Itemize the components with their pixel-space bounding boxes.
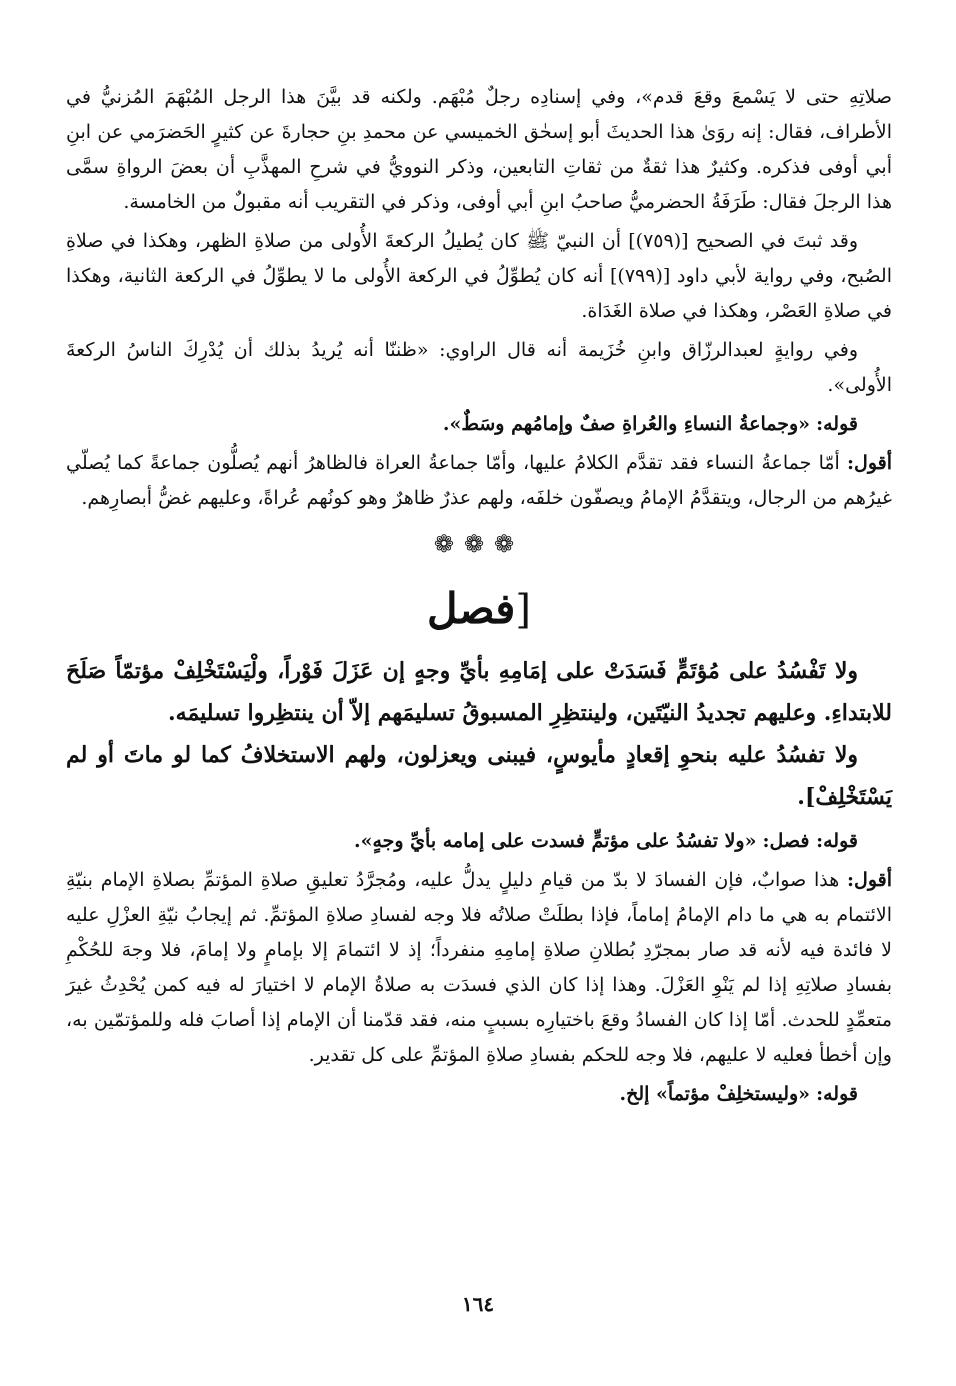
qawluhu-label: قوله: bbox=[816, 413, 858, 435]
qawluhu-line bbox=[66, 1077, 892, 1112]
qawluhu-quote: «وليستخلِفْ مؤتماً» إلخ. bbox=[619, 1083, 811, 1105]
page-body bbox=[66, 80, 892, 1116]
ornament-divider: ❁❁❁ bbox=[433, 530, 525, 558]
heading-bracket: [ bbox=[515, 587, 531, 633]
body-paragraph: وفي روايةٍ لعبدالرزّاق وابنِ خُزَيمة أنه قال الراوي: «ظننّا أنه يُريدُ بذلك أن يُدْرِكَ الناسُ الركعةَ الأُولى». bbox=[66, 339, 892, 396]
aqul-paragraph bbox=[66, 446, 892, 516]
body-paragraph: صلاتِهِ حتى لا يَسْمعَ وقعَ قدم»، وفي إسنادِه رجلٌ مُبْهَم. ولكنه قد بيَّنَ هذا الرجل المُبْهَمَ المُزنيُّ في الأطراف، فقال: إنه روَىٰ هذا الحديثَ أبو إسحٰق الخميسي عن محمدِ بنِ حجارةَ عن كثيرٍ الحَضرَمي عن ابنِ أبي أوفى فذكره. وكثيرٌ هذا ثقةٌ من ثقاتِ التابعين، وذكر النوويُّ في شرحِ المهذَّبِ أن بعضَ الرواةِ سمَّى هذا الرجلَ فقال: طَرَفَةُ الحضرميُّ صاحبُ ابنِ أبي أوفى، وذكر في التقريب أنه مقبولٌ من الخامسة. bbox=[66, 86, 892, 213]
page-number: ١٦٤ bbox=[461, 1292, 495, 1316]
qawluhu-label: قوله: bbox=[816, 1083, 858, 1105]
qawluhu-line bbox=[66, 824, 892, 859]
aqul-text: هذا صوابٌ، فإن الفسادَ لا بدّ من قيامِ دليلٍ يدلُّ عليه، ومُجرَّدُ تعليقِ صلاةِ المؤتمِّ بصلاةِ الإمام بنيّةِ الائتمام به هي ما دام الإمامُ إماماً، فإذا بطلَتْ صلاتُه فلا وجه لفسادِ صلاةِ المؤتمِّ. ثم إيجابُ نيّةِ العزْلِ عليه لا فائدة فيه لأنه قد صار بمجرّدِ بُطلانِ صلاةِ إمامِهِ منفرداً؛ إذ لا ائتمامَ إلا بإمامٍ ولا إمامَ، فلا وجهَ للحُكْمِ بفسادِ صلاتِهِ إذا لم يَنْوِ العَزْلَ. وهذا إذا كان الذي فسدَت به صلاةُ الإمام لا اختيارَ له فيه كمن يُحْدِثُ غيرَ متعمِّدٍ للحدث. أمّا إذا كان الفسادُ وقعَ باختيارِه بسببٍ منه، فقد قدّمنا أن الإمام إذا أصابَ فله وللمؤتمّين به، وإن أخطأ فعليه لا عليهم، فلا وجه للحكم بفسادِ صلاةِ المؤتمِّ على كل تقدير. bbox=[66, 869, 892, 1066]
matn-paragraph: ولا تَفْسُدُ على مُؤتَمٍّ فَسَدَتْ على إمَامِهِ بأيِّ وجهٍ إن عَزَلَ فَوْراً، ولْيَسْتَخْلِفْ مؤتمّاً صَلَحَ للابتداءِ. وعليهم تجديدُ النيّتَين، ولينتظِرِ المسبوقُ تسليمَهم إلاّ أن ينتظِروا تسليمَه. bbox=[66, 658, 892, 726]
matn-paragraph: ولا تفسُدُ عليه بنحوِ إقعادٍ مأيوسٍ، فيبنى ويعزلون، ولهم الاستخلافُ كما لو ماتَ أو لم يَسْتَخْلِفْ]. bbox=[66, 742, 892, 810]
qawluhu-line bbox=[66, 407, 892, 442]
section-title: فصل bbox=[427, 584, 516, 633]
body-paragraph: وقد ثبتَ في الصحيح [(٧٥٩)] أن النبيّ ﷺ كان يُطيلُ الركعةَ الأُولى من صلاةِ الظهر، وهكذا في صلاةِ الصُبح، وفي رواية لأبي داود [(٧٩٩)] أنه كان يُطوِّلُ في الركعة الأُولى ما لا يطوِّلُ في الركعة الثانية، وهكذا في صلاةِ العَصْر، وهكذا في صلاة الغَدَاة. bbox=[66, 230, 893, 322]
aqul-label: أقول: bbox=[847, 452, 892, 474]
qawluhu-quote: «وجماعةُ النساءِ والعُراةِ صفٌ وإمامُهم وسَطٌ». bbox=[442, 413, 811, 435]
qawluhu-quote: «ولا تفسُدُ على مؤتمٍّ فسدت على إمامه بأيِّ وجهٍ». bbox=[353, 830, 757, 852]
aqul-paragraph bbox=[66, 863, 892, 1073]
section-heading bbox=[66, 574, 892, 644]
aqul-text: أمّا جماعةُ النساء فقد تقدَّم الكلامُ عليها، وأمّا جماعةُ العراة فالظاهرُ أنهم يُصلُّون جماعةً كما يُصلّي غيرُهم من الرجال، ويتقدَّمُ الإمامُ ويصفّون خلفَه، ولهم عذرٌ ظاهرٌ وهو كونُهم عُراةً، وعليهم غضُّ أبصارِهم. bbox=[66, 452, 892, 509]
qawluhu-label: قوله: فصل: bbox=[762, 830, 858, 852]
aqul-label: أقول: bbox=[847, 869, 892, 891]
